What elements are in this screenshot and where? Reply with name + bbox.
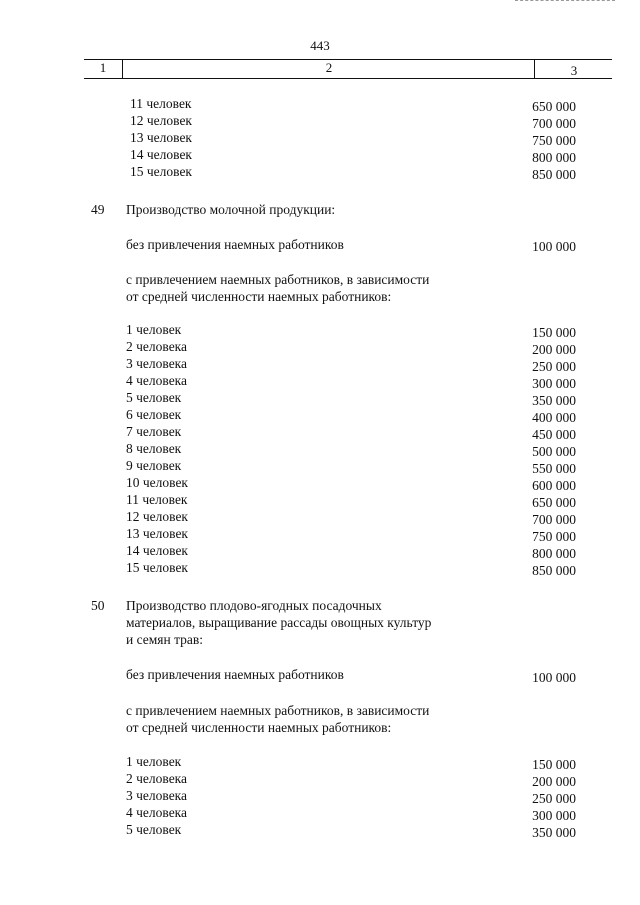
list-item-value: 700 000: [532, 116, 576, 131]
column-header-row: [84, 59, 612, 79]
list-item-label: 5 человек: [126, 390, 182, 405]
list-item-label: 3 человека: [126, 788, 188, 803]
section-number: 50: [91, 598, 105, 613]
list-item-value: 850 000: [532, 563, 576, 578]
list-item-label: 9 человек: [126, 458, 182, 473]
list-item-value: 850 000: [532, 167, 576, 182]
list-item-value: 350 000: [532, 393, 576, 408]
column-header-1: 1: [99, 60, 107, 75]
list-item-label: 12 человек: [126, 509, 188, 524]
column-header-2: 2: [122, 60, 535, 78]
list-item-value: 700 000: [532, 512, 576, 527]
list-item-value: 800 000: [532, 546, 576, 561]
list-item-label: 1 человек: [126, 322, 182, 337]
list-item-label: 2 человека: [126, 339, 188, 354]
list-item-value: 750 000: [532, 529, 576, 544]
list-item-value: 300 000: [532, 808, 576, 823]
list-item-value: 300 000: [532, 376, 576, 391]
list-item-label: 3 человека: [126, 356, 188, 371]
list-item-label: 1 человек: [126, 754, 182, 769]
list-item-label: 12 человек: [130, 113, 192, 128]
list-item-value: 600 000: [532, 478, 576, 493]
list-item-value: 200 000: [532, 774, 576, 789]
list-item-label: 15 человек: [130, 164, 192, 179]
list-item-label: 2 человека: [126, 771, 188, 786]
hired-condition-line: с привлечением наемных работников, в зависимости: [126, 703, 430, 718]
section-title: Производство молочной продукции:: [126, 202, 336, 217]
list-item-value: 750 000: [532, 133, 576, 148]
no-hired-value: 100 000: [532, 670, 576, 685]
page-number: 443: [310, 38, 330, 53]
list-item-label: 14 человек: [126, 543, 188, 558]
no-hired-value: 100 000: [532, 239, 576, 254]
list-item-value: 150 000: [532, 325, 576, 340]
section-title-line: и семян трав:: [126, 632, 204, 647]
list-item-label: 11 человек: [130, 96, 192, 111]
hired-condition-line: от средней численности наемных работников:: [126, 289, 392, 304]
list-item-value: 650 000: [532, 495, 576, 510]
hired-condition-line: от средней численности наемных работников:: [126, 720, 392, 735]
list-item-label: 7 человек: [126, 424, 182, 439]
list-item-label: 4 человека: [126, 805, 188, 820]
list-item-label: 11 человек: [126, 492, 188, 507]
list-item-label: 15 человек: [126, 560, 188, 575]
list-item-label: 13 человек: [126, 526, 188, 541]
list-item-value: 350 000: [532, 825, 576, 840]
no-hired-label: без привлечения наемных работников: [126, 667, 344, 682]
list-item-value: 550 000: [532, 461, 576, 476]
no-hired-label: без привлечения наемных работников: [126, 237, 344, 252]
scan-edge-marks: [515, 0, 615, 5]
list-item-label: 6 человек: [126, 407, 182, 422]
section-title-line: материалов, выращивание рассады овощных культур: [126, 615, 432, 630]
column-header-3-text: 3: [570, 63, 578, 78]
list-item-value: 650 000: [532, 99, 576, 114]
list-item-label: 14 человек: [130, 147, 192, 162]
list-item-value: 150 000: [532, 757, 576, 772]
column-header-3: [534, 60, 613, 78]
list-item-label: 4 человека: [126, 373, 188, 388]
list-item-value: 500 000: [532, 444, 576, 459]
hired-condition-line: с привлечением наемных работников, в зависимости: [126, 272, 430, 287]
list-item-label: 8 человек: [126, 441, 182, 456]
list-item-value: 250 000: [532, 359, 576, 374]
list-item-label: 10 человек: [126, 475, 188, 490]
list-item-value: 250 000: [532, 791, 576, 806]
list-item-value: 200 000: [532, 342, 576, 357]
list-item-value: 800 000: [532, 150, 576, 165]
section-title-line: Производство плодово-ягодных посадочных: [126, 598, 382, 613]
section-number: 49: [91, 202, 105, 217]
list-item-value: 450 000: [532, 427, 576, 442]
list-item-label: 5 человек: [126, 822, 182, 837]
list-item-value: 400 000: [532, 410, 576, 425]
list-item-label: 13 человек: [130, 130, 192, 145]
